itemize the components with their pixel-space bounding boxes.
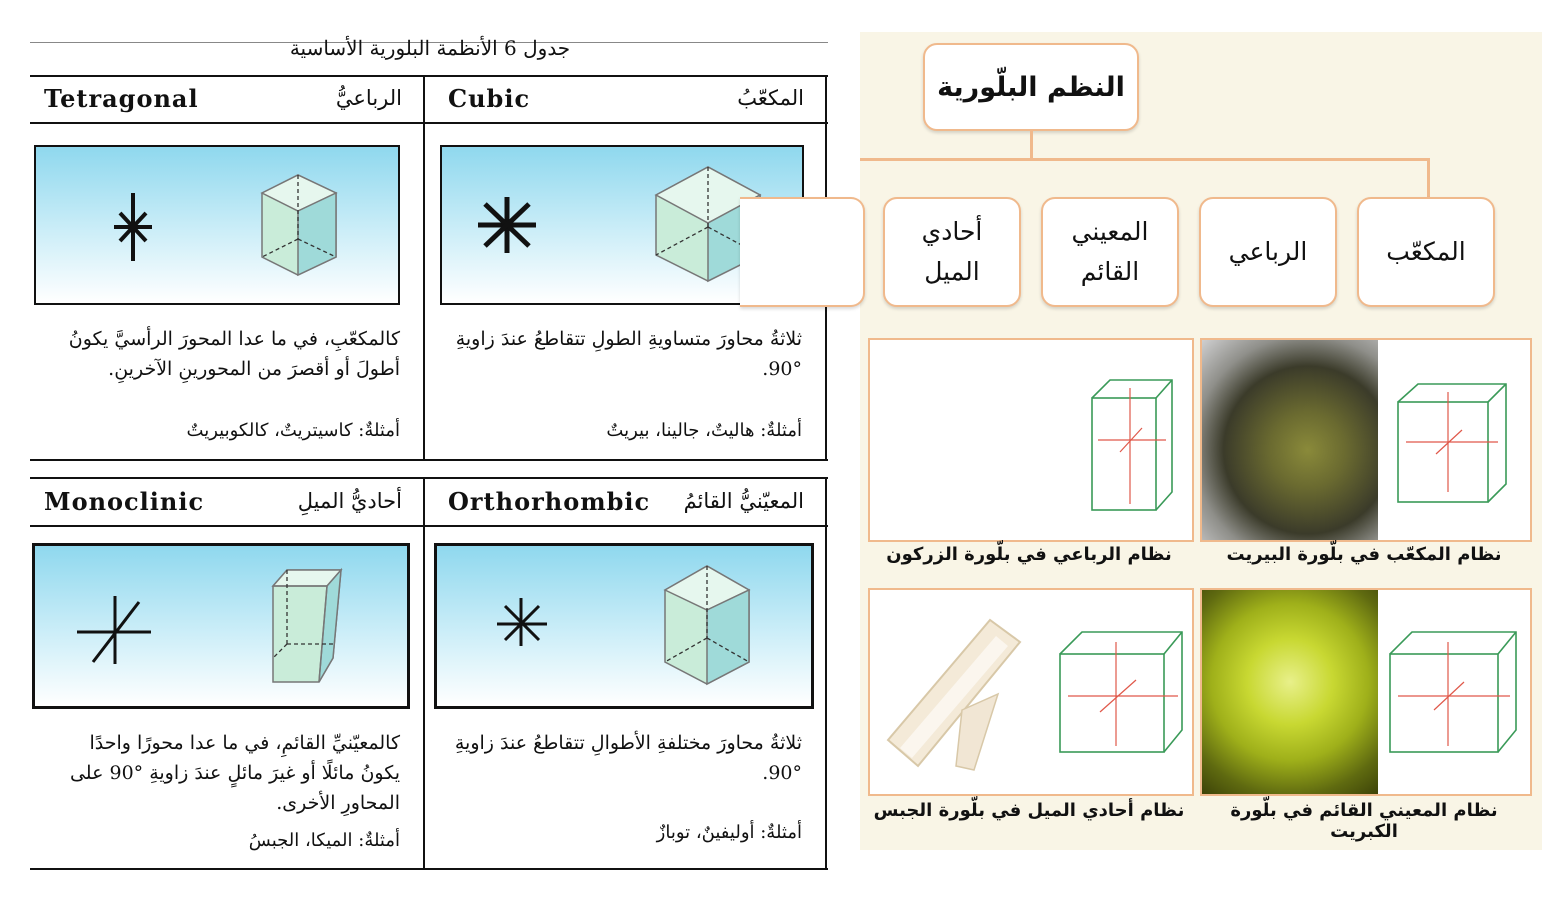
orthorhombic-description: ثلاثةُ محاورَ مختلفةِ الأطوالِ تتقاطعُ عندَ زاويةِ °90.: [454, 732, 802, 784]
column-divider: [825, 477, 827, 870]
rule: [30, 75, 828, 77]
system-node-cubic: [1357, 197, 1495, 307]
rule: [30, 525, 828, 527]
gypsum-caption: نظام أحادي الميل في بلّورة الجبس: [873, 800, 1185, 821]
monoclinic-prism-icon: [273, 570, 341, 682]
system-node-monoclinic: [883, 197, 1021, 307]
tetragonal-prism-icon: [262, 175, 336, 275]
system-node-orthorhombic: [1041, 197, 1179, 307]
zircon-card: [868, 338, 1194, 542]
system-label: أحادي الميل: [921, 217, 983, 286]
rule: [30, 477, 828, 479]
tetragonal-name-ar: الرباعيُّ: [335, 86, 402, 110]
connector: [1427, 158, 1430, 197]
cubic-description: ثلاثةُ محاورَ متساويةِ الطولِ تتقاطعُ عندَ زاويةِ °90.: [455, 328, 802, 380]
zircon-caption: نظام الرباعي في بلّورة الزركون: [886, 544, 1172, 565]
monoclinic-lattice-icon: [1056, 628, 1186, 758]
monoclinic-header: [44, 481, 402, 521]
tetragonal-name-en: Tetragonal: [44, 83, 199, 113]
orthorhombic-name-en: Orthorhombic: [448, 486, 651, 516]
rule: [30, 868, 828, 870]
tetragonal-header: [44, 78, 402, 118]
orthorhombic-name-ar: المعيّنيُّ القائمُ: [683, 489, 804, 513]
gypsum-photo: [870, 590, 1050, 794]
rule: [30, 122, 828, 124]
tetragonal-examples: أمثلةٌ: كاسيتريتٌ، كالكوبيريتٌ: [186, 420, 400, 441]
system-label: المعيني القائم: [1071, 217, 1149, 286]
connector: [860, 158, 1430, 161]
cubic-name-ar: المكعّبُ: [737, 86, 804, 110]
tetragonal-description: كالمكعّبِ، في ما عدا المحورَ الرأسيَّ يكونُ أطولَ أو أقصرَ من المحورينِ الآخرينِ.: [68, 328, 400, 380]
tetragonal-diagram: [34, 145, 400, 305]
system-label: الرباعي: [1228, 237, 1308, 266]
rule: [30, 459, 828, 461]
monoclinic-diagram: [32, 543, 410, 709]
monoclinic-description: كالمعيّنيِّ القائمِ، في ما عدا محورًا واحدًا يكونُ مائلًا أو غيرَ مائلٍ عندَ زاويةِ °90 على المحاورِ الأخرى.: [69, 732, 400, 814]
orthorhombic-lattice-icon: [1386, 628, 1520, 758]
cubic-examples: أمثلةٌ: هاليتٌ، جالينا، بيريتٌ: [606, 420, 802, 441]
system-node-partial: [740, 197, 865, 307]
pyrite-caption: نظام المكعّب في بلّورة البيريت: [1226, 544, 1502, 565]
orthorhombic-axes-icon: [497, 598, 547, 646]
crystal-systems-chart: [860, 32, 1542, 850]
monoclinic-name-ar: أحاديُّ الميلِ: [297, 489, 402, 513]
zircon-photo: [870, 340, 1048, 540]
monoclinic-examples: أمثلةٌ: الميكا، الجبسُ: [248, 830, 400, 851]
system-label: المكعّب: [1386, 237, 1466, 266]
tetragonal-axes-icon: [114, 193, 152, 261]
connector: [1030, 129, 1033, 159]
system-node-tetragonal: [1199, 197, 1337, 307]
cubic-header: [448, 78, 804, 118]
orthorhombic-examples: أمثلةٌ: أوليفينٌ، توبازٌ: [656, 822, 802, 843]
gypsum-card: [868, 588, 1194, 796]
root-node: النظم البلّورية: [923, 43, 1139, 131]
cubic-axes-icon: [478, 197, 536, 253]
orthorhombic-prism-icon: [665, 566, 749, 684]
sulfur-caption: نظام المعيني القائم في بلّورة الكبريت: [1230, 800, 1498, 842]
orthorhombic-diagram: [434, 543, 814, 709]
sulfur-card: [1200, 588, 1532, 796]
monoclinic-name-en: Monoclinic: [44, 486, 205, 516]
tetragonal-lattice-icon: [1088, 376, 1178, 516]
cubic-lattice-icon: [1392, 380, 1512, 510]
pyrite-photo: [1202, 340, 1378, 540]
table-title: جدول 6 الأنظمة البلورية الأساسية: [289, 36, 571, 60]
column-divider: [423, 75, 425, 461]
pyrite-card: [1200, 338, 1532, 542]
orthorhombic-header: [448, 481, 804, 521]
cubic-name-en: Cubic: [448, 83, 531, 113]
monoclinic-axes-icon: [77, 596, 151, 664]
sulfur-photo: [1202, 590, 1378, 794]
column-divider: [423, 477, 425, 870]
